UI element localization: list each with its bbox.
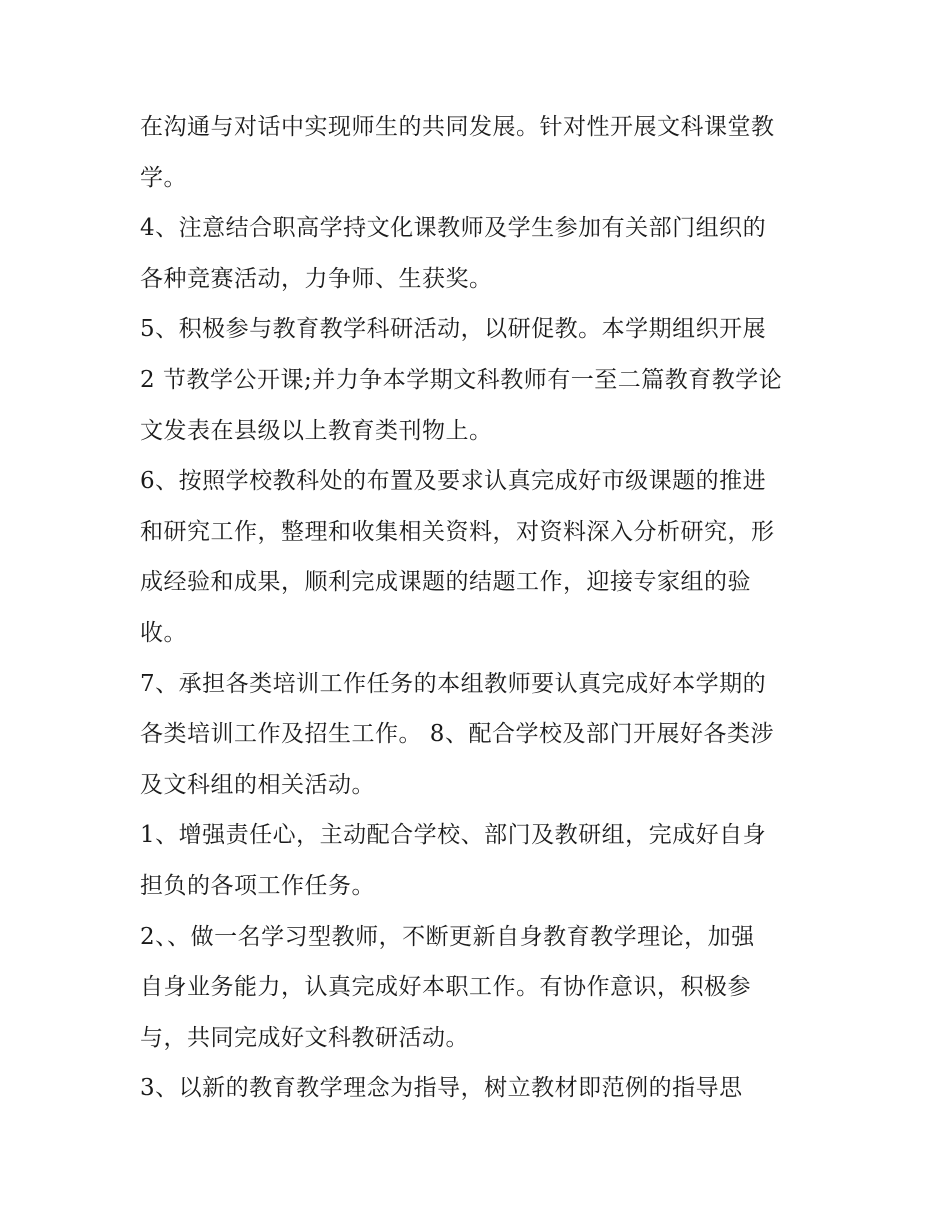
text-line: 2、、做一名学习型教师，不断更新自身教育教学理论，加强 (140, 923, 755, 950)
text-line: 1、增强责任心，主动配合学校、部门及教研组，完成好自身 (140, 822, 767, 849)
text-line: 与，共同完成好文科教研活动。 (140, 1024, 469, 1051)
text-line: 成经验和成果，顺利完成课题的结题工作，迎接专家组的验 (140, 569, 751, 596)
text-line: 各种竞赛活动，力争师、生获奖。 (140, 265, 493, 292)
text-line: 文发表在县级以上教育类刊物上。 (140, 417, 493, 444)
document-body (140, 102, 820, 1114)
text-line: 6、按照学校教科处的布置及要求认真完成好市级课题的推进 (140, 468, 767, 495)
text-line: 收。 (140, 619, 187, 646)
text-line: 5、积极参与教育教学科研活动，以研促教。本学期组织开展 (140, 316, 767, 343)
text-line: 7、承担各类培训工作任务的本组教师要认真完成好本学期的 (140, 670, 767, 697)
text-line: 各类培训工作及招生工作。 8、配合学校及部门开展好各类涉 (140, 721, 774, 748)
text-line: 及文科组的相关活动。 (140, 771, 375, 798)
text-line: 3、以新的教育教学理念为指导，树立教材即范例的指导思 (140, 1075, 743, 1102)
text-line: 学。 (140, 164, 187, 191)
text-line: 在沟通与对话中实现师生的共同发展。针对性开展文科课堂教 (140, 114, 775, 140)
text-line: 自身业务能力，认真完成好本职工作。有协作意识，积极参 (140, 974, 751, 1001)
text-line: 4、注意结合职高学持文化课教师及学生参加有关部门组织的 (140, 215, 767, 242)
text-line: 担负的各项工作任务。 (140, 872, 375, 899)
text-line: 2 节教学公开课;并力争本学期文科教师有一至二篇教育教学论 (140, 366, 783, 393)
text-line: 和研究工作，整理和收集相关资料，对资料深入分析研究，形 (140, 518, 775, 545)
